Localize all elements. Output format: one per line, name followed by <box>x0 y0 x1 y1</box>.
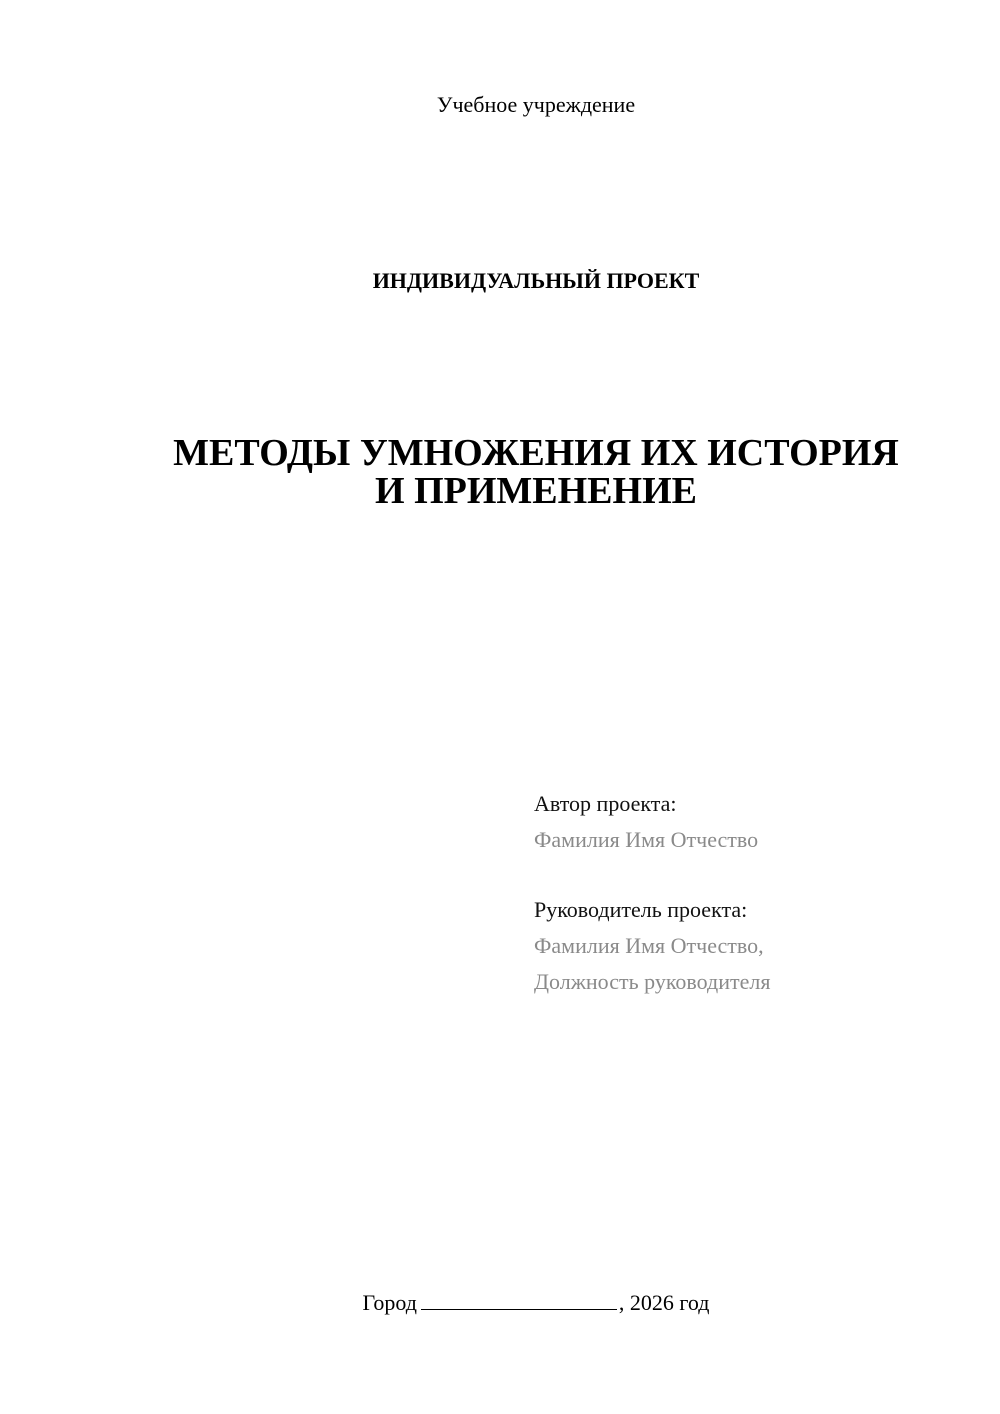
author-name: Фамилия Имя Отчество <box>534 827 759 852</box>
document-title-line-1: МЕТОДЫ УМНОЖЕНИЯ ИХ ИСТОРИЯ <box>173 432 899 474</box>
document-title-line-2: И ПРИМЕНЕНИЕ <box>375 470 697 512</box>
supervisor-name: Фамилия Имя Отчество, <box>534 933 764 958</box>
city-blank-line <box>421 1291 617 1310</box>
supervisor-label: Руководитель проекта: <box>534 897 748 922</box>
document-title <box>72 434 1000 510</box>
city-label: Город <box>362 1290 417 1315</box>
year-text: , 2026 год <box>618 1290 710 1315</box>
document-type: ИНДИВИДУАЛЬНЫЙ ПРОЕКТ <box>372 268 700 293</box>
supervisor-position: Должность руководителя <box>534 969 771 994</box>
credits-spacer <box>534 858 964 892</box>
city-year-line <box>72 1288 1000 1318</box>
author-label: Автор проекта: <box>534 791 677 816</box>
credits-block <box>534 786 964 1000</box>
institution-name: Учебное учреждение <box>436 92 636 117</box>
